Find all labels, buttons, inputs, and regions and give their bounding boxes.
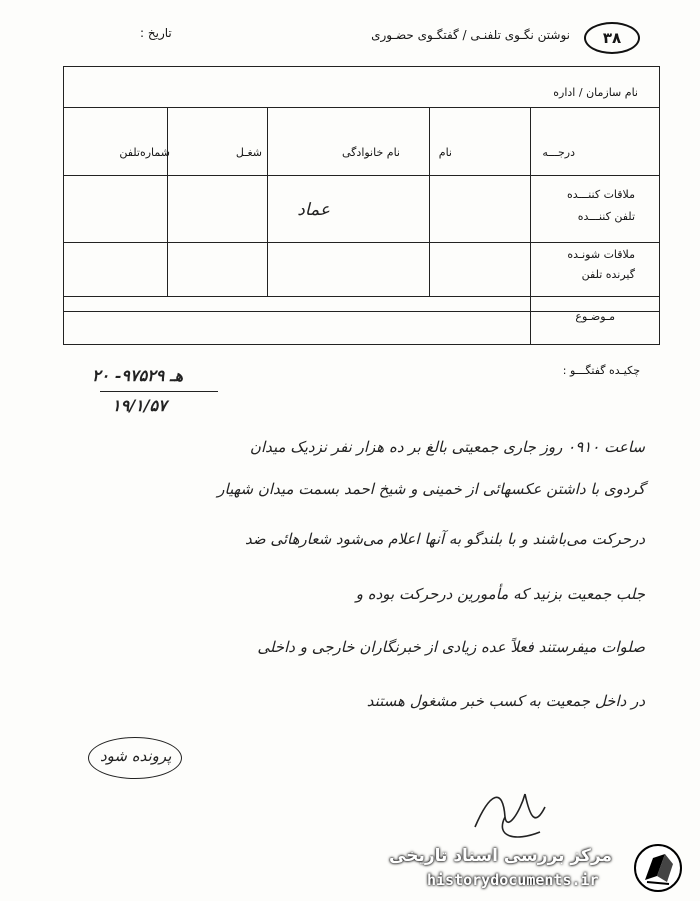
table-column-line xyxy=(267,107,268,297)
annotation-text: پرونده شود xyxy=(100,747,172,765)
form-table xyxy=(63,66,660,345)
org-label: نام سازمان / اداره xyxy=(553,86,638,99)
table-column-line xyxy=(429,107,430,297)
table-divider xyxy=(64,242,659,243)
table-divider xyxy=(64,296,659,297)
watermark-url: historydocuments.ir xyxy=(427,871,599,889)
watermark-title: مرکز بررسی اسناد تاریخی xyxy=(389,846,612,866)
row-visited-1: ملاقات شونـده xyxy=(567,248,635,261)
handwritten-line: درحرکت می‌باشند و با بلندگو به آنها اعلام می‌شود شعارهائی ضد xyxy=(244,530,645,548)
handwritten-line: جلب جمعیت بزنید که مأمورین درحرکت بوده و xyxy=(355,585,645,603)
archive-logo-icon xyxy=(633,842,683,894)
handwritten-line: صلوات میفرستند فعلاً عده زیادی از خبرنگاران خارجی و داخلی xyxy=(257,638,645,656)
reference-underline xyxy=(100,391,218,392)
table-column-line xyxy=(530,107,531,344)
column-phone: شماره‌تلفن xyxy=(119,146,170,159)
header-date-label: تاریخ : xyxy=(140,26,172,40)
table-divider xyxy=(64,175,659,176)
column-job: شغـل xyxy=(235,146,262,159)
row-visited-2: گیرنده تلفن xyxy=(581,268,635,281)
table-divider xyxy=(64,107,659,108)
summary-label: چکیـده گفتگـــو : xyxy=(562,364,640,377)
family-handwritten: عماد xyxy=(297,200,330,220)
column-family: نام خانوادگی xyxy=(342,146,400,159)
reference-date: ۱۹/۱/۵۷ xyxy=(112,396,167,415)
reference-number: ۲۰ -۹۷۵۲۹ هـ xyxy=(92,366,184,385)
row-visitor-2: تلفن کننـــده xyxy=(577,210,635,223)
handwritten-line: در داخل جمعیت به کسب خبر مشغول هستند xyxy=(366,692,645,710)
handwritten-line: ساعت ۰۹۱۰ روز جاری جمعیتی بالغ بر ده هزار نفر نزدیک میدان xyxy=(249,438,645,456)
column-rank: درجـــه xyxy=(542,146,575,159)
table-column-line xyxy=(167,107,168,297)
form-number-badge xyxy=(584,22,640,54)
row-visitor-1: ملاقات کننـــده xyxy=(567,188,635,201)
row-subject: مـوضـوع xyxy=(575,310,615,323)
form-number: ۳۸ xyxy=(602,29,622,47)
signature-label xyxy=(600,810,602,811)
table-divider xyxy=(64,311,659,312)
handwritten-line: گردوی با داشتن عکسهائی از خمینی و شیخ احمد بسمت میدان شهیار xyxy=(217,480,645,498)
header-call-type: نوشتن نگـوی تلفنـی / گفتگـوی حضـوری xyxy=(371,28,570,42)
signature-mark xyxy=(465,772,560,847)
column-name: نام xyxy=(438,146,452,159)
